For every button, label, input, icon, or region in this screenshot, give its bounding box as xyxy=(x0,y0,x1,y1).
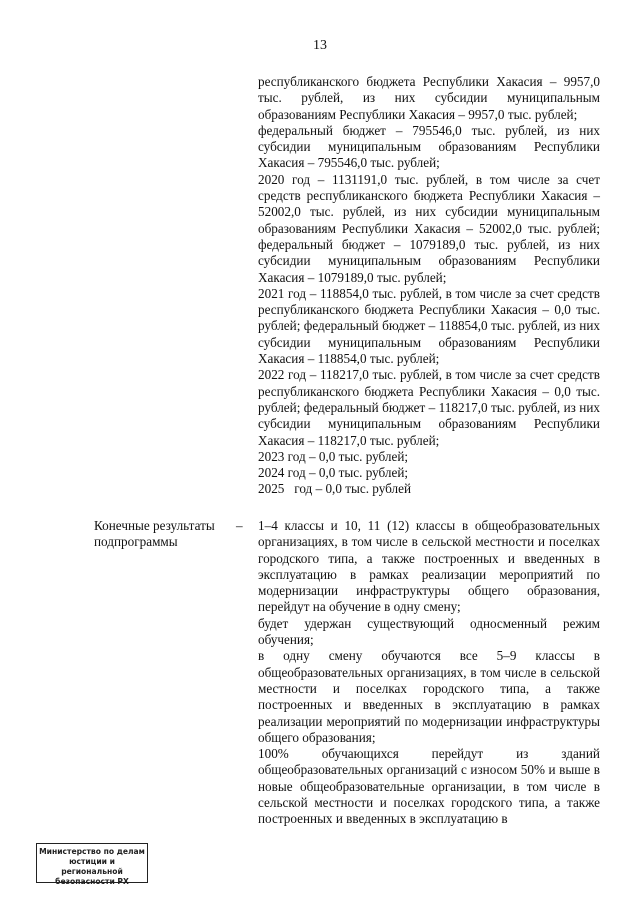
results-label-dash: – xyxy=(236,518,243,533)
funding-paragraph: 2020 год – 1131191,0 тыс. рублей, в том числе за счет средств республиканского бюджета Республики Хакасия – 52002,0 тыс. рублей, из них субсидии муниципальным образованиям Республики Хакасия – 52002,0 тыс. рублей; федеральный бюджет – 1079189,0 тыс. рублей, из них субсидии муниципальным образованиям Республики Хакасия – 1079189,0 тыс. рублей; xyxy=(258,171,600,285)
funding-paragraph: 2025 год – 0,0 тыс. рублей xyxy=(258,481,412,497)
funding-paragraph: 2022 год – 118217,0 тыс. рублей, в том числе за счет средств республиканского бюджета Республики Хакасия – 0,0 тыс. рублей; федеральный бюджет – 118217,0 тыс. рублей, из них субсидии муниципальным образованиям Республики Хакасия – 118217,0 тыс. рублей; xyxy=(258,367,600,448)
results-label xyxy=(94,518,254,551)
funding-paragraph: 2024 год – 0,0 тыс. рублей; xyxy=(258,465,409,481)
funding-paragraph: республиканского бюджета Республики Хакасия – 9957,0 тыс. рублей, из них субсидии муниципальным образованиям Республики Хакасия – 9957,0 тыс. рублей; xyxy=(258,74,600,122)
funding-paragraph: федеральный бюджет – 795546,0 тыс. рублей, из них субсидии муниципальным образованиям Республики Хакасия – 795546,0 тыс. рублей; xyxy=(258,122,600,171)
results-paragraph: 100% обучающихся перейдут из зданий общеобразовательных организаций с износом 50% и выше в новые общеобразовательные организации, в том числе в сельской местности и поселках городского типа, а также построенных и введенных в эксплуатацию в xyxy=(258,746,600,827)
results-paragraph: 1–4 классы и 10, 11 (12) классы в общеобразовательных организациях, в том числе в сельской местности и поселках городского типа, а также построенных и введенных в эксплуатацию в рамках реализации мероприятий по модернизации инфраструктуры общего образования, перейдут на обучение в одну смену; xyxy=(258,518,600,615)
results-paragraph: в одну смену обучаются все 5–9 классы в общеобразовательных организациях, в том числе в сельской местности и поселках городского типа, а также построенных и введенных в эксплуатацию в рамках реализации мероприятий по модернизации инфраструктуры общего образования; xyxy=(258,648,600,745)
stamp-line: Министерство по делам xyxy=(39,847,145,856)
funding-text-block xyxy=(258,74,600,498)
funding-paragraph: 2023 год – 0,0 тыс. рублей; xyxy=(258,448,409,464)
page-number: 13 xyxy=(313,38,327,53)
funding-paragraph: 2021 год – 118854,0 тыс. рублей, в том числе за счет средств республиканского бюджета Республики Хакасия – 0,0 тыс. рублей; федеральный бюджет – 118854,0 тыс. рублей, из них субсидии муниципальным образованиям Республики Хакасия – 118854,0 тыс. рублей; xyxy=(258,285,600,367)
results-label-text: Конечные результаты подпрограммы xyxy=(94,518,215,550)
results-paragraph: будет удержан существующий односменный режим обучения; xyxy=(258,615,600,648)
stamp-line: безопасности РХ xyxy=(55,877,129,886)
stamp-line: юстиции и региональной xyxy=(61,857,123,876)
ministry-stamp xyxy=(36,843,148,886)
results-text-block xyxy=(258,518,600,828)
